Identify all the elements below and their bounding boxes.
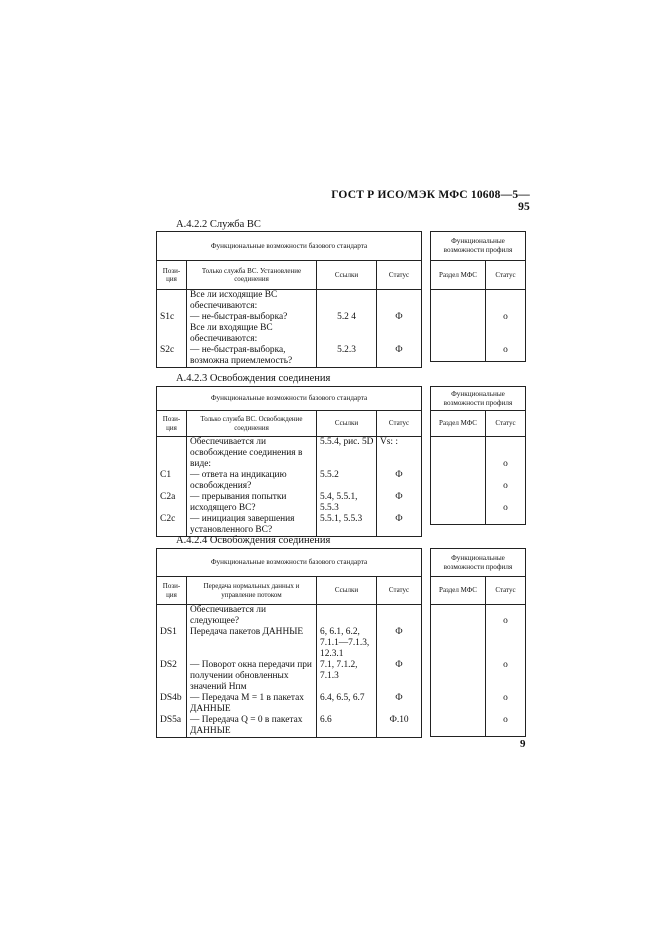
row-text: — инициация завершения установленного ВС?	[190, 514, 295, 535]
profile-caption: Функциональные возможности профиля	[431, 387, 526, 411]
base-caption: Функциональные возможности базового стандарта	[157, 549, 422, 577]
row-text: — не-быстрая-выборка, возможна приемлемость?	[190, 345, 293, 366]
row-status: Ф	[395, 514, 403, 524]
row-pos: C2a	[160, 492, 176, 502]
table-row	[157, 627, 422, 660]
row-text: — ответа на индикацию освобождения?	[190, 470, 287, 491]
col-pstatus-header: Статус	[486, 261, 526, 290]
section-title: А.4.2.4 Освобождения соединения	[176, 535, 331, 546]
table-row	[157, 290, 422, 324]
col-section-header: Раздел МФС	[431, 261, 486, 290]
row-refs: 6, 6.1, 6.2, 7.1.1—7.1.3, 12.3.1	[320, 627, 370, 659]
profile-caption: Функциональные возможности профиля	[431, 232, 526, 261]
row-pstatus: о	[503, 345, 508, 355]
row-pstatus: о	[503, 502, 508, 513]
col-status-header: Статус	[377, 577, 422, 605]
row-status: Ф	[395, 345, 403, 355]
row-text: Все ли исходящие ВС обеспечиваются:	[190, 290, 278, 311]
row-pstatus: о	[503, 480, 508, 491]
row-text: Обеспечивается ли освобождение соединения в виде:	[190, 437, 303, 469]
row-pos: DS4b	[160, 693, 182, 703]
table-row	[157, 660, 422, 693]
row-text: Обеспечивается ли следующее?	[190, 605, 266, 626]
row-pos: DS5a	[160, 715, 182, 725]
table-row	[157, 492, 422, 514]
row-pstatus: о	[503, 659, 508, 670]
row-status: Ф	[395, 492, 403, 502]
col-pos-header: Пози- ция	[157, 411, 187, 437]
row-refs: 5.5.4, рис. 5D	[320, 437, 374, 447]
section-title: А.4.2.2 Служба ВС	[176, 219, 261, 230]
row-pstatus: о	[503, 312, 508, 322]
table-row	[157, 323, 422, 368]
col-refs-header: Ссылки	[317, 577, 377, 605]
profile-caption: Функциональные возможности профиля	[431, 549, 526, 577]
col-topic-header: Только служба ВС. Установление соединения	[187, 261, 317, 290]
row-pos: DS1	[160, 627, 177, 637]
row-refs: 5.2 4	[337, 312, 356, 322]
row-status: Ф.10	[389, 715, 409, 725]
row-pstatus: о	[503, 692, 508, 703]
profile-table	[430, 231, 526, 362]
row-pos: C1	[160, 470, 172, 480]
base-standard-table	[156, 386, 422, 537]
col-status-header: Статус	[377, 411, 422, 437]
row-refs: 5.5.2	[320, 470, 339, 480]
row-refs: 7.1, 7.1.2, 7.1.3	[320, 660, 358, 681]
col-pos-header: Пози- ция	[157, 261, 187, 290]
row-refs: 6.6	[320, 715, 332, 725]
row-status: Ф	[395, 660, 403, 670]
col-pstatus-header: Статус	[486, 577, 526, 605]
col-pstatus-header: Статус	[486, 411, 526, 437]
row-text: — не-быстрая-выборка?	[190, 312, 288, 322]
row-pstatus: о	[503, 615, 508, 626]
row-text: Все ли входящие ВС обеспечиваются:	[190, 323, 273, 344]
page-header: ГОСТ Р ИСО/МЭК МФС 10608—5—95	[331, 189, 530, 213]
row-pstatus: о	[503, 458, 508, 469]
table-row	[157, 715, 422, 738]
row-status: Vs: :	[380, 437, 398, 447]
section-title: А.4.2.3 Освобождения соединения	[176, 373, 331, 384]
row-status: Ф	[395, 627, 403, 637]
col-topic-header: Передача нормальных данных и управление потоком	[187, 577, 317, 605]
page-number: 9	[520, 738, 526, 750]
table-row	[157, 470, 422, 492]
col-status-header: Статус	[377, 261, 422, 290]
profile-table	[430, 386, 526, 525]
col-pos-header: Пози- ция	[157, 577, 187, 605]
row-status: Ф	[395, 312, 403, 322]
base-caption: Функциональные возможности базового стандарта	[157, 387, 422, 411]
row-text: — прерывания попытки исходящего ВС?	[190, 492, 287, 513]
col-refs-header: Ссылки	[317, 261, 377, 290]
row-refs: 5.5.1, 5.5.3	[320, 514, 363, 524]
row-text: Передача пакетов ДАННЫЕ	[190, 627, 304, 637]
row-refs: 5.4, 5.5.1, 5.5.3	[320, 492, 358, 513]
table-row	[157, 605, 422, 628]
col-topic-header: Только служба ВС. Освобождение соединения	[187, 411, 317, 437]
col-refs-header: Ссылки	[317, 411, 377, 437]
row-text: — Передача Q = 0 в пакетах ДАННЫЕ	[190, 715, 303, 736]
row-status: Ф	[395, 470, 403, 480]
table-row	[157, 437, 422, 471]
row-pos: DS2	[160, 660, 177, 670]
table-row	[157, 693, 422, 715]
row-pos: S2c	[160, 345, 175, 355]
row-refs: 5.2.3	[337, 345, 356, 355]
base-standard-table	[156, 231, 422, 368]
row-text: — Поворот окна передачи при получении обновленных значений Нпм	[190, 660, 312, 692]
base-standard-table	[156, 548, 422, 738]
base-caption: Функциональные возможности базового стандарта	[157, 232, 422, 261]
table-row	[157, 514, 422, 537]
col-section-header: Раздел МФС	[431, 411, 486, 437]
row-pstatus: о	[503, 714, 508, 725]
row-refs: 6.4, 6.5, 6.7	[320, 693, 365, 703]
row-pos: S1c	[160, 312, 175, 322]
row-pos: C2c	[160, 514, 176, 524]
row-text: — Передача М = 1 в пакетах ДАННЫЕ	[190, 693, 304, 714]
col-section-header: Раздел МФС	[431, 577, 486, 605]
profile-table	[430, 548, 526, 737]
row-status: Ф	[395, 693, 403, 703]
